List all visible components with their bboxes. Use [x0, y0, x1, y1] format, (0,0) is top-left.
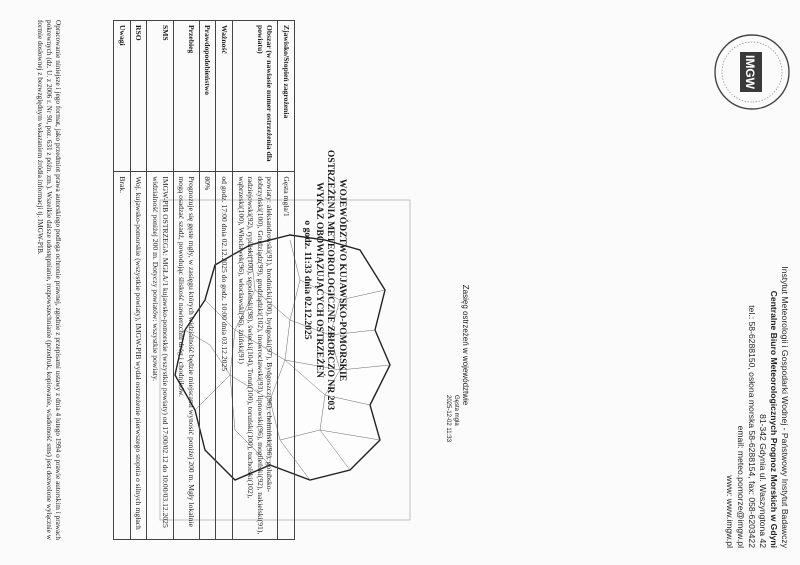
table-row [278, 21, 295, 540]
table-row [199, 21, 216, 540]
institute-header [724, 118, 790, 548]
table-row [147, 21, 173, 540]
title-line-4: o godz. 11:33 dnia 02.12.2025 [302, 220, 314, 340]
row-key: Uwagi [114, 21, 131, 172]
table-row [130, 21, 147, 540]
title-line-2: OSTRZEŻENIA METEOROLOGICZNE ZBIORCZO NR 203 [325, 149, 337, 411]
row-key: Prawdopodobieństwo [199, 21, 216, 172]
copyright-footer: Opracowanie niniejsze i jego format, jako przedmiot prawa autorskiego podlega ochronie prawnej, zgodnie z przepisami ustawy z dnia 4 lutego 1994 o prawie autorskim i prawach pokrewnych (dz. U. z 2006 r. Nr 90, poz. 631 z późn. zm.). Wszelkie dalsze udostępnianie, rozpowszechnianie (przedruk, kopiowanie, wiadomość sms) jest dozwolone wyłącznie w formie dosłownej z bezwzględnym wskazaniem źródła informacji tj. IMGW-PIB. [35, 20, 62, 540]
row-value: 80% [199, 172, 216, 540]
table-row [233, 21, 278, 540]
row-key: RSO [130, 21, 147, 172]
warning-table [113, 20, 295, 540]
table-row [216, 21, 233, 540]
map-timestamp: 2025-12-02 11:33 [445, 395, 451, 442]
title-line-1: WOJEWÓDZTWO KUJAWSKO-POMORSKIE [337, 178, 348, 382]
row-value: od godz. 17:00 dnia 02.12.2025 do godz. 10:00 dnia 03.12.2025 [216, 172, 233, 540]
title-line-3: WYKAZ OBOWIĄZUJĄCYCH OSTRZEŻEŃ [314, 182, 325, 378]
title-area [302, 20, 348, 540]
row-key: Zjawisko/Stopień zagrożenia [278, 21, 295, 172]
map-legend-label: Gęsta mgła [453, 395, 459, 426]
header-line: Instytut Meteorologii i Gospodarki Wodnej - Państwowy Instytut Badawczy [780, 266, 790, 548]
row-key: Obszar (w nawiasie numer ostrzeżenia dla powiatu) [233, 21, 278, 172]
imgw-logo [712, 32, 792, 112]
logo-text: IMGW [743, 55, 757, 89]
row-value: Brak. [114, 172, 131, 540]
table-row [173, 21, 199, 540]
row-value: Woj. kujawsko-pomorskie (wszystkie powiaty), IMGW-PIB wydał ostrzeżenie pierwszego stopnia o silnych mgłach [130, 172, 147, 540]
header-line: email: meteo.pomorze@imgw.pl [736, 425, 746, 548]
header-line: tel.: 58-6288150, osłona morska 58-6288154, fax: 058-6203422 [747, 305, 757, 548]
row-key: Ważność [216, 21, 233, 172]
row-value: powiaty: aleksandrowski(91), brodnicki(100), bydgoski(97), Bydgoszcz(96), chełmiński(96), golubsko-dobrzyński(100), Grudziądz(99), grudziądzki(102), inowrocławski(93), lipnowski(96), mogileński(92), nakielski(91), radziejowski(92), rypiński(100), sępoleński(98), świecki(104), Toruń(100), toruński(100), tucholski(102), wąbrzeski(100), Włocławek(96), włocławski(96), żniński(91) [233, 172, 278, 540]
row-key: Przebieg [173, 21, 199, 172]
header-line: Centralne Biuro Meteorologicznych Prognoz Morskich w Gdyni [769, 290, 779, 548]
row-key: SMS [147, 21, 173, 172]
header-line: 81-342 Gdynia ul. Waszyngtona 42 [758, 414, 768, 548]
row-value: Prognozuje się gęste mgły, w zasięgu których widzialność będzie miejscami wynosić poniżej 200 m. Mgły lokalnie mogą osadzać szadź, powodując śliskość nawierzchni dróg i chodników. [173, 172, 199, 540]
map-caption: Zasięg ostrzeżeń w województwie [461, 284, 470, 406]
table-row [114, 21, 131, 540]
map-legend [444, 395, 460, 505]
row-value: Gęsta mgła/1 [278, 172, 295, 540]
row-value: IMGW-PIB OSTRZEGA: MGŁA/1 kujawsko-pomorskie (wszystkie powiaty) od 17:00/02.12 do 10:00/03.12.2025 widzialność poniżej 200 m. Dotyczy powiatów: wszystkie powiaty. [147, 172, 173, 540]
header-line: www: www.imgw.pl [725, 475, 735, 548]
